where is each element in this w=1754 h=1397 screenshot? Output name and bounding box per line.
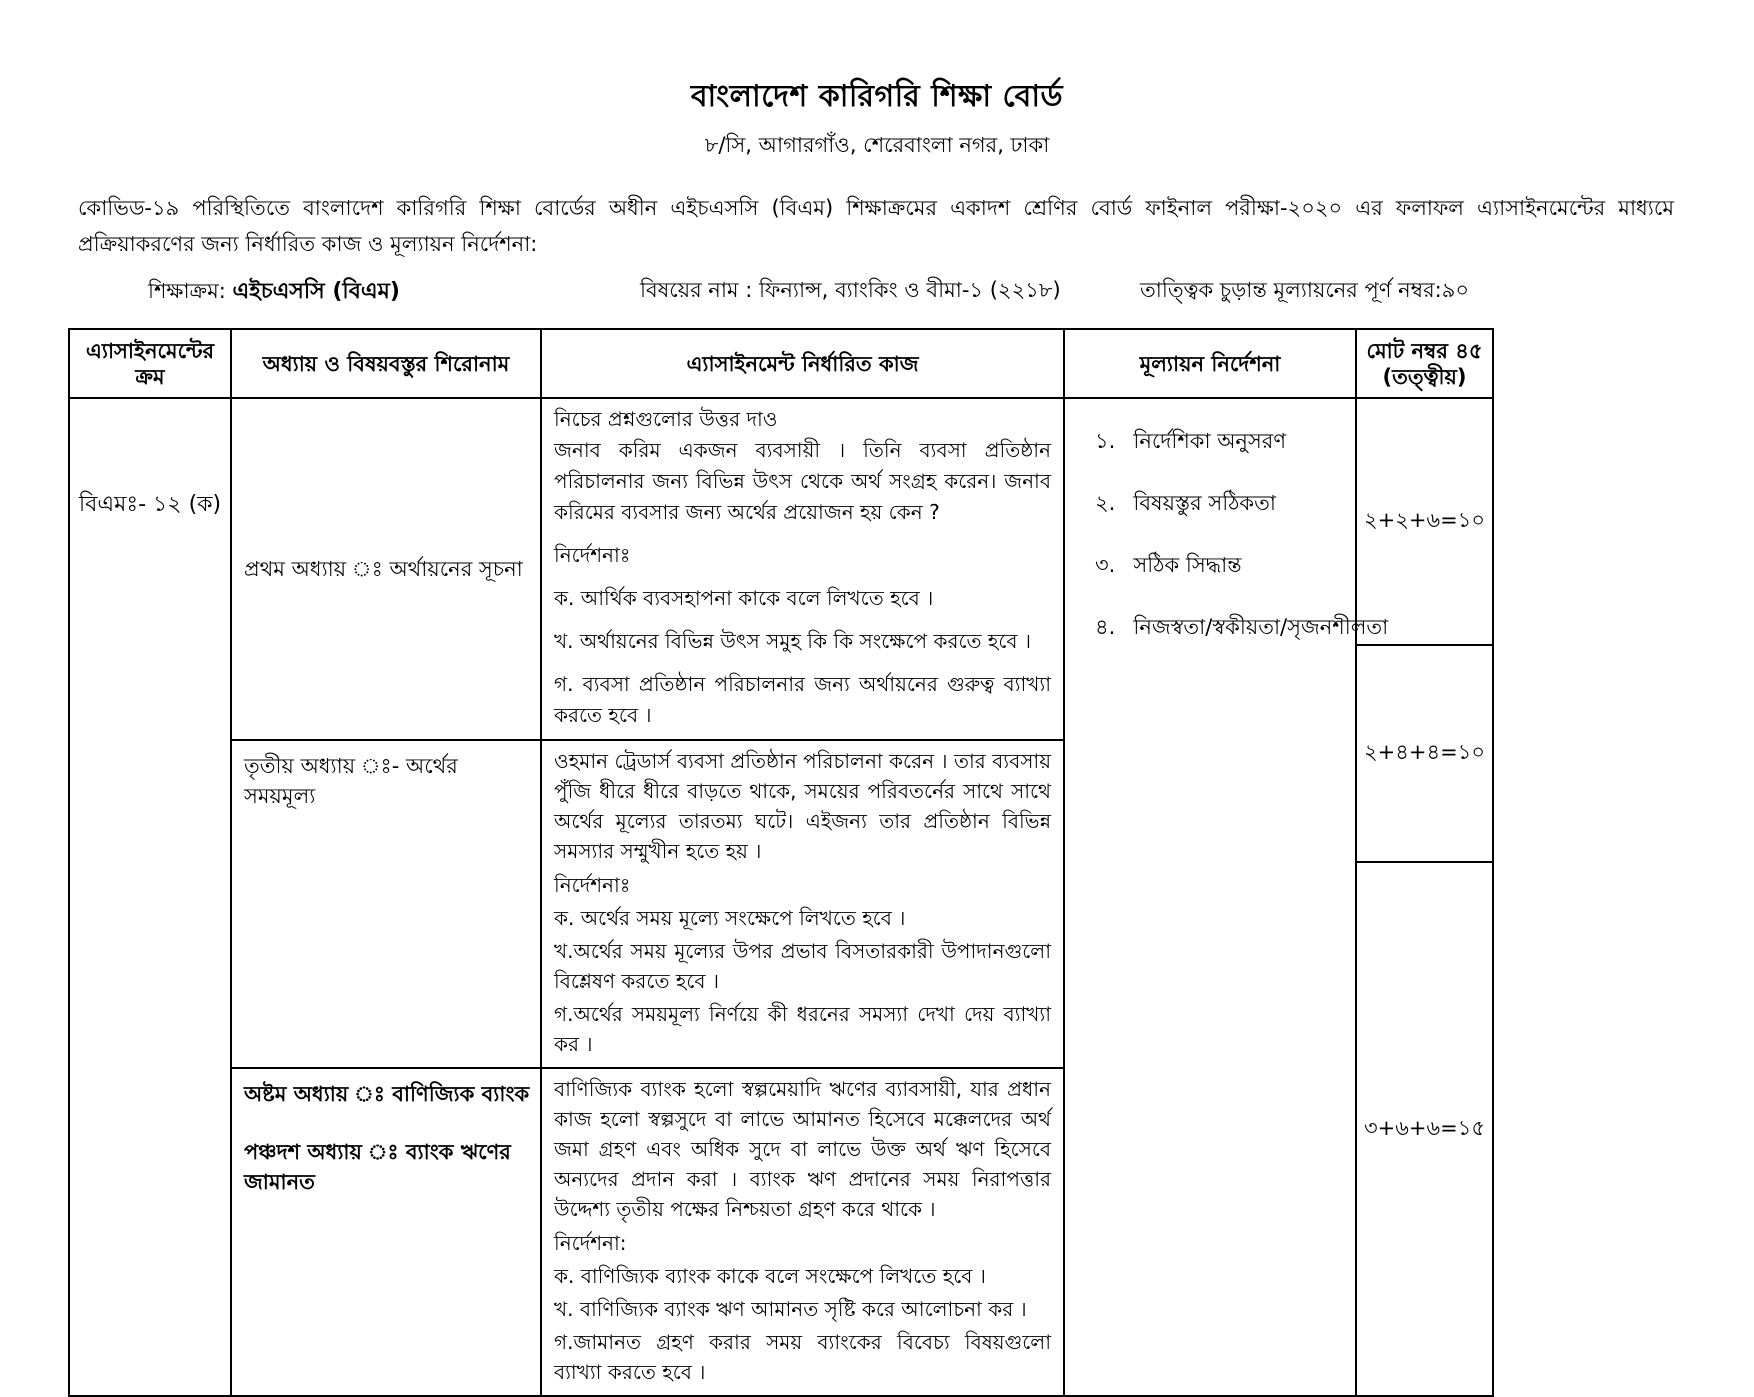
evaluation-item-3: [1095, 549, 1347, 584]
header-total-marks-line1: মোট নম্বর ৪৫: [1366, 338, 1483, 363]
evaluation-item-4-text: নিজস্বতা/স্বকীয়তা/সৃজনশীলতা: [1133, 615, 1389, 639]
header-total-marks-line2: (তত্ত্বীয়): [1382, 364, 1467, 389]
curriculum-label: শিক্ষাক্রম:: [148, 279, 233, 303]
assignment-table: [68, 328, 1494, 1397]
chapter-cell-2: তৃতীয় অধ্যায় ঃ- অর্থের সময়মূল্য: [231, 740, 541, 1068]
marks-stack: [1357, 399, 1492, 1395]
task-directive-label-2: নির্দেশনাঃ: [554, 873, 631, 897]
table-header-row: [69, 329, 1493, 398]
evaluation-item-3-number: ৩.: [1095, 553, 1116, 577]
task-cell-3: [541, 1068, 1064, 1396]
evaluation-item-4: [1095, 611, 1389, 646]
task-cell-1: [541, 398, 1064, 740]
task-scenario-2: ওহমান ট্রেডার্স ব্যবসা প্রতিষ্ঠান পরিচালনা করেন । তার ব্যবসায় পুঁজি ধীরে ধীরে বাড়তে থাকে, সময়ের পরিবতর্নের সাথে সাথে অর্থের মূল্যের তারতম্য ঘটে। এইজন্য তার প্রতিষ্ঠান বিভিন্ন সমস্যার সম্মুখীন হতে হয় ।: [554, 749, 1051, 863]
marks-row-2: ২+৪+৪=১০: [1357, 646, 1492, 863]
assignment-no-cell: বিএমঃ- ১২ (ক): [69, 398, 231, 1396]
header-task: এ্যাসাইনমেন্ট নির্ধারিত কাজ: [541, 329, 1064, 398]
task-scenario-1: জনাব করিম একজন ব্যবসায়ী । তিনি ব্যবসা প্রতিষ্ঠান পরিচালনার জন্য বিভিন্ন উৎস থেকে অর্থ সংগ্রহ করেন। জনাব করিমের ব্যবসার জন্য অর্থের প্রয়োজন হয় কেন ?: [554, 438, 1051, 524]
evaluation-item-1-text: নির্দেশিকা অনুসরণ: [1133, 429, 1287, 453]
task-cell-2: [541, 740, 1064, 1068]
header-chapter: অধ্যায় ও বিষয়বস্তুর শিরোনাম: [231, 329, 541, 398]
task-item-2c: গ.অর্থের সময়মূল্য নির্ণয়ে কী ধরনের সমস্যা দেখা দেয় ব্যাখ্যা কর ।: [554, 1002, 1051, 1056]
evaluation-item-2-number: ২.: [1095, 491, 1116, 515]
evaluation-item-3-text: সঠিক সিদ্ধান্ত: [1133, 553, 1242, 577]
evaluation-item-2-text: বিষয়স্তুর সঠিকতা: [1133, 491, 1276, 515]
evaluation-item-1-number: ১.: [1095, 429, 1116, 453]
task-directive-label-3: নির্দেশনা:: [554, 1231, 627, 1255]
task-item-3b: খ. বাণিজ্যিক ব্যাংক ঋণ আমানত সৃষ্টি করে আলোচনা কর ।: [554, 1297, 1027, 1321]
subject-name: বিষয়ের নাম : ফিন্যান্স, ব্যাংকিং ও বীমা-১ (২২১৮): [640, 278, 1061, 302]
evaluation-item-1: [1095, 425, 1347, 460]
header-assignment-no: এ্যাসাইনমেন্টের ক্রম: [69, 329, 231, 398]
task-item-2a: ক. অর্থের সময় মূল্যে সংক্ষেপে লিখতে হবে ।: [554, 906, 906, 930]
task-item-3a: ক. বাণিজ্যিক ব্যাংক কাকে বলে সংক্ষেপে লিখতে হবে ।: [554, 1264, 986, 1288]
table-row: [69, 398, 1493, 740]
evaluation-cell: [1064, 398, 1389, 1396]
marks-column: [1356, 398, 1493, 1396]
header-evaluation: মূল্যায়ন নির্দেশনা: [1064, 329, 1356, 398]
curriculum-value: এইচএসসি (বিএম): [232, 279, 400, 304]
header-total-marks: [1356, 329, 1493, 398]
board-address: ৮/সি, আগারগাঁও, শেরেবাংলা নগর, ঢাকা: [704, 133, 1050, 157]
meta-line: [0, 274, 1754, 314]
task-item-3c: গ.জামানত গ্রহণ করার সময় ব্যাংকের বিবেচ্য বিষয়গুলো ব্যাখ্যা করতে হবে ।: [554, 1330, 1051, 1384]
curriculum: [148, 274, 400, 311]
marks-row-3: ৩+৬+৬=১৫: [1363, 1115, 1485, 1140]
marks-row-1: ২+২+৬=১০: [1357, 399, 1492, 646]
evaluation-item-2: [1095, 487, 1347, 522]
chapter-3-line1: অষ্টম অধ্যায় ঃ বাণিজ্যিক ব্যাংক: [244, 1082, 530, 1106]
evaluation-item-4-number: ৪.: [1095, 615, 1116, 639]
chapter-cell-3: [231, 1068, 541, 1396]
task-scenario-3: বাণিজ্যিক ব্যাংক হলো স্বল্পমেয়াদি ঋণের ব্যাবসায়ী, যার প্রধান কাজ হলো স্বল্পসুদে বা লাভে আমানত হিসেবে মক্কেলদের অর্থ জমা গ্রহণ এবং অধিক সুদে বা লাভে উক্ত অর্থ ঋণ হিসেবে অন্যদের প্রদান করা । ব্যাংক ঋণ প্রদানের সময় নিরাপত্তার উদ্দেশ্য তৃতীয় পক্ষের নিশ্চয়তা গ্রহণ করে থাকে ।: [554, 1077, 1051, 1221]
task-item-1a: ক. আর্থিক ব্যবসহাপনা কাকে বলে লিখতে হবে ।: [554, 586, 934, 610]
task-directive-label-1: নির্দেশনাঃ: [554, 543, 631, 567]
task-item-1c: গ. ব্যবসা প্রতিষ্ঠান পরিচালনার জন্য অর্থায়নের গুরুত্ব ব্যাখ্যা করতে হবে ।: [554, 672, 1051, 727]
chapter-cell-1: প্রথম অধ্যায় ঃ অর্থায়নের সূচনা: [231, 398, 541, 740]
full-marks: তাত্ত্বিক চুড়ান্ত মূল্যায়নের পূর্ণ নম্বর:৯০: [1140, 278, 1469, 302]
document-page: [0, 72, 1754, 1384]
task-item-1b: খ. অর্থায়নের বিভিন্ন উৎস সমুহ কি কি সংক্ষেপে করতে হবে ।: [554, 629, 1032, 653]
task-intro-1: নিচের প্রশ্নগুলোর উত্তর দাও: [554, 407, 778, 431]
page-title: বাংলাদেশ কারিগরি শিক্ষা বোর্ড: [690, 79, 1064, 114]
chapter-3-line2: পঞ্চদশ অধ্যায় ঃ ব্যাংক ঋণের জামানত: [244, 1140, 511, 1194]
intro-paragraph: কোভিড-১৯ পরিস্থিতিতে বাংলাদেশ কারিগরি শিক্ষা বোর্ডের অধীন এইচএসসি (বিএম) শিক্ষাক্রমের একাদশ শ্রেণির বোর্ড ফাইনাল পরীক্ষা-২০২০ এর ফলাফল এ্যাসাইনমেন্টের মাধ্যমে প্রক্রিয়াকরণের জন্য নির্ধারিত কাজ ও মূল্যায়ন নির্দেশনা:: [78, 196, 1674, 256]
task-item-2b: খ.অর্থের সময় মূল্যের উপর প্রভাব বিসতারকারী উপাদানগুলো বিশ্লেষণ করতে হবে ।: [554, 939, 1051, 993]
